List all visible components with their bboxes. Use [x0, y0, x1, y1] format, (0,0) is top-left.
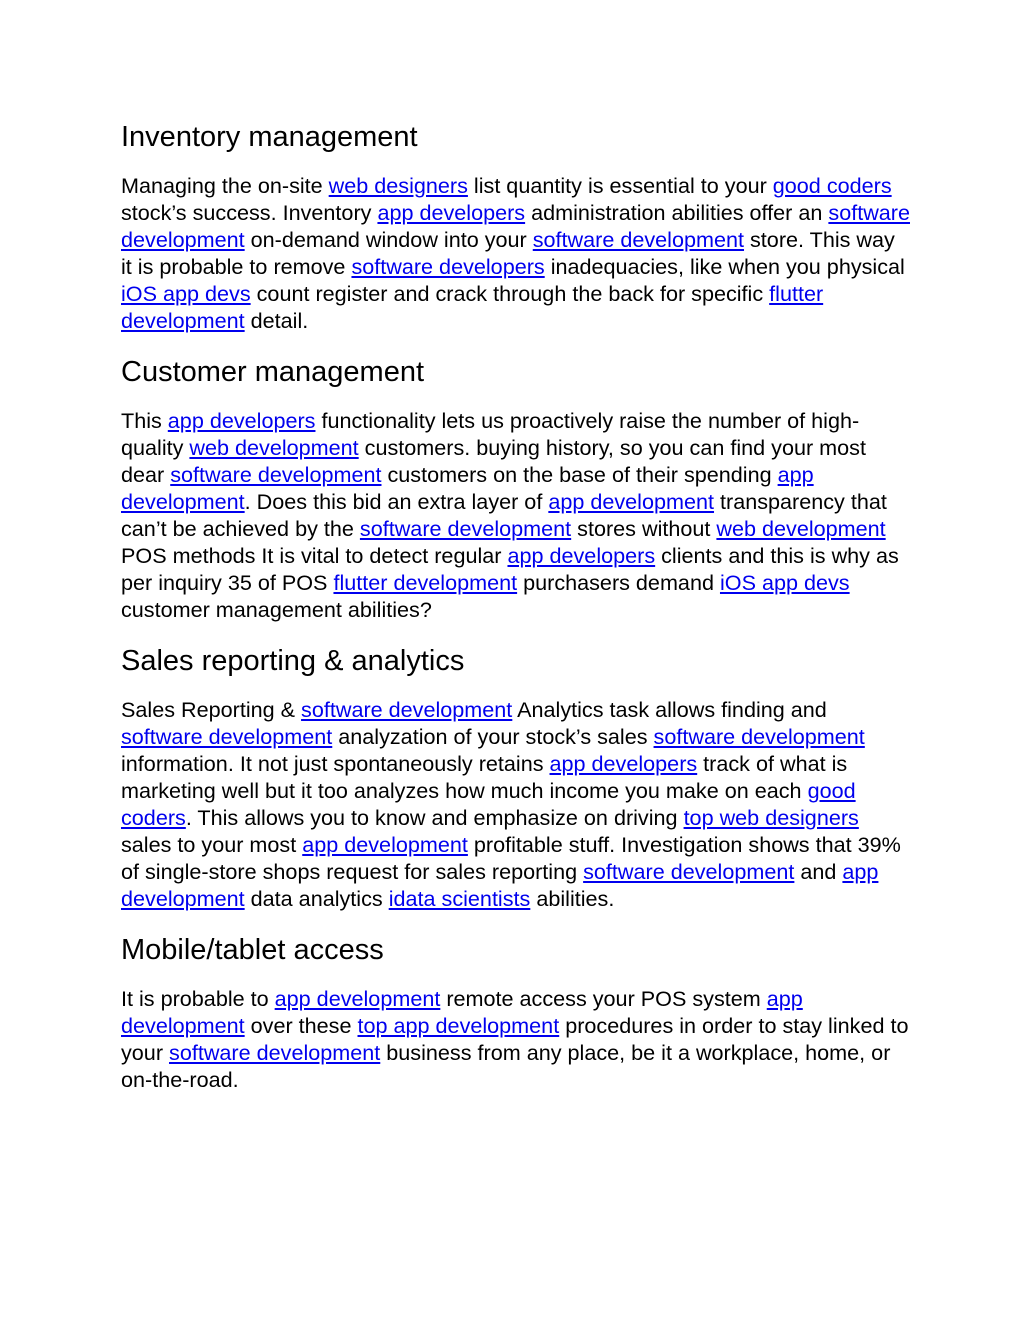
- hyperlink[interactable]: idata scientists: [388, 886, 531, 911]
- document-page: [121, 117, 911, 1093]
- body-text: business from any place, be it a workplace, home, or on-the-road.: [121, 1040, 891, 1092]
- hyperlink[interactable]: good coders: [121, 778, 856, 830]
- body-text: and: [794, 859, 843, 884]
- body-text: list quantity is essential to your: [467, 173, 773, 198]
- body-text: procedures in order to stay linked to your: [121, 1013, 909, 1065]
- hyperlink[interactable]: good coders: [772, 173, 892, 198]
- body-text: stock’s success. Inventory: [121, 200, 378, 225]
- section-body: [121, 985, 911, 1093]
- body-text: on-demand window into your: [244, 227, 533, 252]
- hyperlink[interactable]: web designers: [328, 173, 468, 198]
- hyperlink[interactable]: software development: [532, 227, 745, 252]
- hyperlink[interactable]: app developers: [507, 543, 656, 568]
- body-text: customer management abilities?: [121, 597, 432, 622]
- body-text: . This allows you to know and emphasize on driving: [185, 805, 684, 830]
- body-text: Sales Reporting &: [121, 697, 302, 722]
- hyperlink[interactable]: flutter development: [121, 281, 824, 333]
- hyperlink[interactable]: software developers: [351, 254, 545, 279]
- hyperlink[interactable]: app development: [121, 859, 879, 911]
- section-mobile-tablet-access: [121, 930, 911, 1093]
- section-body: [121, 172, 911, 334]
- body-text: data analytics: [244, 886, 389, 911]
- section-heading: Sales reporting & analytics: [121, 645, 465, 677]
- hyperlink[interactable]: app development: [302, 832, 468, 857]
- body-text: This: [121, 408, 168, 433]
- hyperlink[interactable]: software development: [121, 724, 333, 749]
- hyperlink[interactable]: software development: [301, 697, 513, 722]
- section-heading: Mobile/tablet access: [121, 934, 384, 966]
- hyperlink[interactable]: software development: [121, 200, 910, 252]
- hyperlink[interactable]: app development: [548, 489, 715, 514]
- section-inventory-management: [121, 117, 911, 334]
- body-text: purchasers demand: [517, 570, 720, 595]
- hyperlink[interactable]: app developers: [167, 408, 316, 433]
- body-text: track of what is marketing well but it too analyzes how much income you make on each: [121, 751, 848, 803]
- body-text: customers on the base of their spending: [381, 462, 778, 487]
- body-text: clients and this is why as per inquiry 35 of POS: [121, 543, 899, 595]
- body-text: functionality lets us proactively raise the number of high-quality: [121, 408, 860, 460]
- body-text: customers. buying history, so you can find your most dear: [121, 435, 866, 487]
- body-text: count register and crack through the back for specific: [250, 281, 770, 306]
- hyperlink[interactable]: top web designers: [683, 805, 859, 830]
- body-text: stores without: [571, 516, 717, 541]
- body-text: profitable stuff. Investigation shows that 39% of single-store shops request for sales reporting: [121, 832, 901, 884]
- hyperlink[interactable]: iOS app devs: [719, 570, 850, 595]
- body-text: over these: [244, 1013, 358, 1038]
- body-text: Managing the on-site: [121, 173, 329, 198]
- section-heading: Customer management: [121, 356, 425, 388]
- body-text: Analytics task allows finding and: [512, 697, 827, 722]
- body-text: analyzation of your stock’s sales: [332, 724, 654, 749]
- body-text: detail.: [244, 308, 309, 333]
- body-text: information. It not just spontaneously retains: [121, 751, 550, 776]
- hyperlink[interactable]: web development: [189, 435, 359, 460]
- hyperlink[interactable]: iOS app devs: [121, 281, 251, 306]
- section-sales-reporting: [121, 641, 911, 912]
- hyperlink[interactable]: app developers: [377, 200, 526, 225]
- body-text: abilities.: [530, 886, 615, 911]
- body-text: POS methods It is vital to detect regular: [121, 543, 508, 568]
- hyperlink[interactable]: top app development: [357, 1013, 560, 1038]
- hyperlink[interactable]: software development: [169, 1040, 381, 1065]
- hyperlink[interactable]: web development: [716, 516, 886, 541]
- hyperlink[interactable]: app development: [121, 462, 814, 514]
- hyperlink[interactable]: software development: [653, 724, 865, 749]
- body-text: remote access your POS system: [440, 986, 767, 1011]
- body-text: . Does this bid an extra layer of: [244, 489, 549, 514]
- hyperlink[interactable]: app development: [121, 986, 803, 1038]
- section-body: [121, 407, 911, 623]
- hyperlink[interactable]: flutter development: [333, 570, 518, 595]
- body-text: transparency that can’t be achieved by the: [121, 489, 887, 541]
- hyperlink[interactable]: software development: [583, 859, 795, 884]
- body-text: It is probable to: [121, 986, 275, 1011]
- section-heading: Inventory management: [121, 121, 418, 153]
- hyperlink[interactable]: software development: [170, 462, 382, 487]
- section-customer-management: [121, 352, 911, 623]
- section-body: [121, 696, 911, 912]
- body-text: sales to your most: [121, 832, 303, 857]
- hyperlink[interactable]: app development: [274, 986, 441, 1011]
- body-text: administration abilities offer an: [525, 200, 829, 225]
- body-text: store. This way it is probable to remove: [121, 227, 895, 279]
- hyperlink[interactable]: software development: [359, 516, 572, 541]
- hyperlink[interactable]: app developers: [549, 751, 698, 776]
- body-text: inadequacies, like when you physical: [544, 254, 905, 279]
